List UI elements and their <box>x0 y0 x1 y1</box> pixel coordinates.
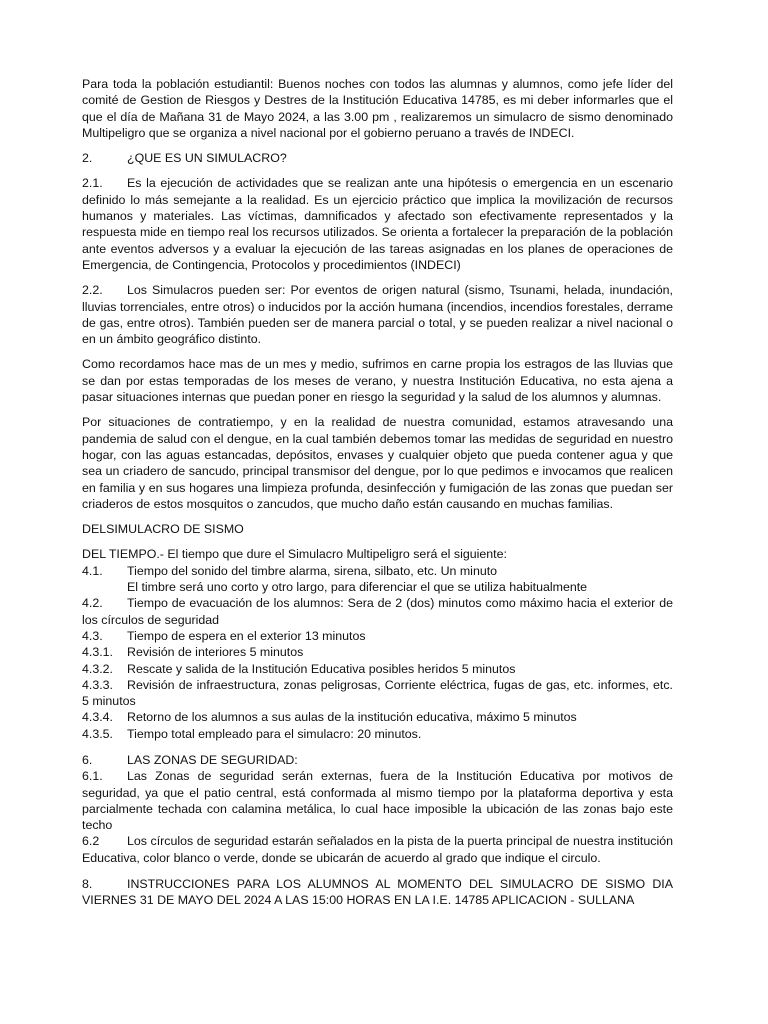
section-6-2-paragraph <box>82 833 673 866</box>
item-4-3-2 <box>82 661 673 677</box>
section-2-1-paragraph <box>82 175 673 273</box>
dengue-paragraph: Por situaciones de contratiempo, y en la realidad de nuestra comunidad, estamos atravesando una pandemia de salud con el dengue, en la cual también debemos tomar las medidas de seguridad en nuestro hogar, con las aguas estancadas, depósitos, envases y cualquier objeto que pueda contener agua y que sea un criadero de sancudo, principal transmisor del dengue, por lo que pedimos e invocamos que realicen en familia y en sus hogares una limpieza profunda, desinfección y fumigación de las zonas que puedan ser criaderos de estos mosquitos o zancudos, que mucho daño están causando en muchas familias. <box>82 415 673 511</box>
section-number: 2. <box>82 151 93 166</box>
tiempo-intro: DEL TIEMPO.- El tiempo que dure el Simulacro Multipeligro será el siguiente: <box>82 547 507 562</box>
section-title: LAS ZONAS DE SEGURIDAD: <box>127 752 298 767</box>
section-title: ¿QUE ES UN SIMULACRO? <box>127 151 287 166</box>
section-6-1-paragraph <box>82 768 673 833</box>
section-number: 2.2. <box>82 283 103 298</box>
section-text: Es la ejecución de actividades que se realizan ante una hipótesis o emergencia en un escenario definido lo más semejante a la realidad. Es un ejercicio práctico que implica la movilización de recursos humanos y materiales. Las víctimas, damnificados y afectado son efectivamente representados y la respuesta mide en tiempo real los recursos utilizados. Se orienta a fortalecer la preparación de la población ante eventos adversos y a evaluar la ejecución de las tareas asignadas en los planes de operaciones de Emergencia, de Contingencia, Protocolos y procedimientos (INDECI) <box>82 176 673 272</box>
item-number: 4.3.2. <box>82 661 114 676</box>
section-2-2-paragraph <box>82 282 673 347</box>
item-number: 4.3.1. <box>82 645 114 660</box>
item-4-3-3 <box>82 677 673 710</box>
lluvias-paragraph: Como recordamos hace mas de un mes y medio, sufrimos en carne propia los estragos de las lluvias que se dan por estas temporadas de los meses de verano, y nuestra Institución Educativa, no esta ajena a pasar situaciones internas que puedan poner en riesgo la seguridad y la salud de los alumnos y alumnas. <box>82 357 673 405</box>
section-text: Los círculos de seguridad estarán señalados en la pista de la puerta principal de nuestra institución Educativa, color blanco o verde, donde se ubicarán de acuerdo al grado que indique el circulo. <box>82 834 673 865</box>
spacer <box>82 742 673 752</box>
simulacro-heading: DELSIMULACRO DE SISMO <box>82 522 244 537</box>
item-number: 4.2. <box>82 596 103 611</box>
section-text: Las Zonas de seguridad serán externas, fuera de la Institución Educativa por motivos de seguridad, ya que el patio central, está conformada al mismo tiempo por la plataforma deportiva y esta parcialmente techada con calamina metálica, lo cual hace imposible la ubicación de las zonas bajo este techo <box>82 769 673 833</box>
item-number: 4.1. <box>82 563 103 578</box>
item-number: 4.3.5. <box>82 726 114 741</box>
section-2-heading <box>82 150 673 166</box>
section-number: 6.1. <box>82 769 103 784</box>
item-4-1-sub: El timbre será uno corto y otro largo, para diferenciar el que se utiliza habitualmente <box>127 580 588 595</box>
section-text: Los Simulacros pueden ser: Por eventos de origen natural (sismo, Tsunami, helada, inundación, lluvias torrenciales, entre otros) o inducidos por la acción humana (incendios, incendios forestales, derrame de gas, entre otros). También pueden ser de manera parcial o total, y se pueden realizar a nivel nacional o en un ámbito geográfico distinto. <box>82 283 673 347</box>
item-text: Tiempo total empleado para el simulacro: 20 minutos. <box>127 726 422 741</box>
item-number: 4.3.4. <box>82 710 114 725</box>
spacer <box>82 866 673 876</box>
section-6-heading <box>82 752 673 768</box>
item-text: Tiempo del sonido del timbre alarma, sirena, silbato, etc. Un minuto <box>127 563 498 578</box>
section-number: 6. <box>82 752 93 767</box>
section-number: 6.2 <box>82 834 100 849</box>
document-page <box>82 76 673 909</box>
item-text: Revisión de interiores 5 minutos <box>127 645 304 660</box>
item-4-1 <box>82 563 673 579</box>
section-title: INSTRUCCIONES PARA LOS ALUMNOS AL MOMENTO DEL SIMULACRO DE SISMO DIA VIERNES 31 DE MAYO DEL 2024 A LAS 15:00 HORAS EN LA I.E. 14785 APLICACION - SULLANA <box>82 877 673 908</box>
item-4-3-1 <box>82 644 673 660</box>
item-number: 4.3.3. <box>82 677 114 692</box>
item-text: Tiempo de espera en el exterior 13 minutos <box>127 628 366 643</box>
intro-paragraph: Para toda la población estudiantil: Buenos noches con todos las alumnas y alumnos, como jefe líder del comité de Gestion de Riesgos y Destres de la Institución Educativa 14785, es mi deber informarles que el que el día de Mañana 31 de Mayo 2024, a las 3.00 pm , realizaremos un simulacro de sismo denominado Multipeligro que se organiza a nivel nacional por el gobierno peruano a través de INDECI. <box>82 77 673 140</box>
item-4-3-5 <box>82 726 673 742</box>
item-4-3 <box>82 628 673 644</box>
item-number: 4.3. <box>82 628 103 643</box>
section-number: 8. <box>82 877 93 892</box>
section-number: 2.1. <box>82 176 103 191</box>
item-4-3-4 <box>82 709 673 725</box>
item-text: Tiempo de evacuación de los alumnos: Sera de 2 (dos) minutos como máximo hacia el exterior de los círculos de seguridad <box>82 596 673 627</box>
section-8-heading <box>82 876 673 909</box>
item-text: Retorno de los alumnos a sus aulas de la institución educativa, máximo 5 minutos <box>127 710 577 725</box>
item-text: Revisión de infraestructura, zonas peligrosas, Corriente eléctrica, fugas de gas, etc. informes, etc. 5 minutos <box>82 677 673 709</box>
item-text: Rescate y salida de la Institución Educativa posibles heridos 5 minutos <box>127 661 516 676</box>
item-4-2 <box>82 595 673 628</box>
